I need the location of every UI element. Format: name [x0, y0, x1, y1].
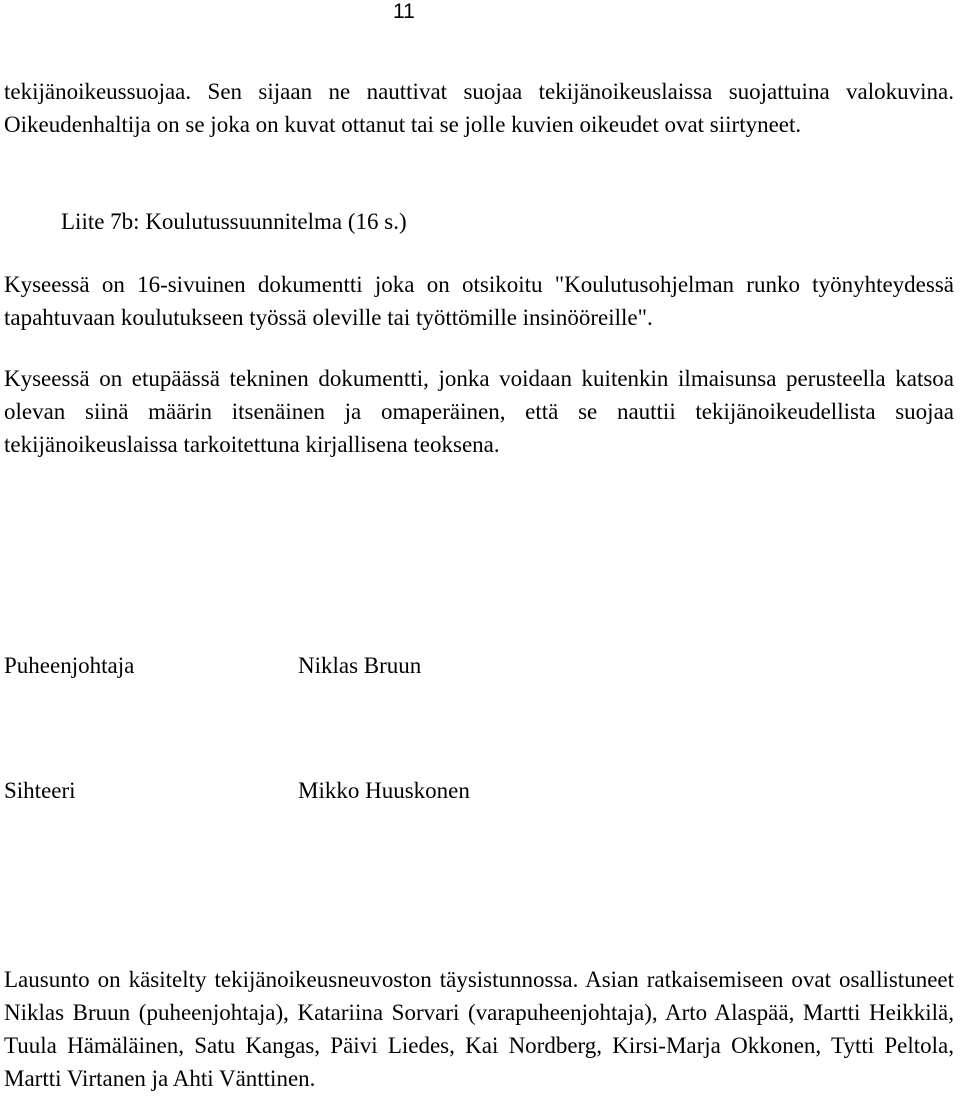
paragraph-participants: Lausunto on käsitelty tekijänoikeusneuvoston täysistunnossa. Asian ratkaisemiseen ovat osallistuneet Niklas Bruun (puheenjohtaja), Katariina Sorvari (varapuheenjohtaja), Arto Alaspää, Martti Heikkilä, Tuula Hämäläinen, Satu Kangas, Päivi Liedes, Kai Nordberg, Kirsi-Marja Okkonen, Tytti Peltola, Martti Virtanen ja Ahti Vänttinen.: [4, 967, 954, 1091]
secretary-name: Mikko Huuskonen: [298, 778, 470, 803]
paragraph-valokuvat: tekijänoikeussuojaa. Sen sijaan ne nauttivat suojaa tekijänoikeuslaissa suojattuina valokuvina. Oikeudenhaltija on se joka on kuvat ottanut tai se jolle kuvien oikeudet ovat siirtyneet.: [4, 79, 954, 137]
paragraph-document-description: Kyseessä on 16-sivuinen dokumentti joka on otsikoitu "Koulutusohjelman runko työnyhteydessä tapahtuvaan koulutukseen työssä oleville tai työttömille insinööreille".: [4, 272, 954, 330]
secretary-label: Sihteeri: [4, 778, 76, 803]
chair-name: Niklas Bruun: [298, 653, 422, 678]
page-number: 11: [393, 0, 415, 23]
paragraph-assessment: Kyseessä on etupäässä tekninen dokumentti, jonka voidaan kuitenkin ilmaisunsa perusteella katsoa olevan siinä määrin itsenäinen ja omaperäinen, että se nauttii tekijänoikeudellista suojaa tekijänoikeuslaissa tarkoitettuna kirjallisena teoksena.: [4, 366, 954, 457]
chair-label: Puheenjohtaja: [4, 653, 135, 678]
attachment-heading: Liite 7b: Koulutussuunnitelma (16 s.): [61, 209, 407, 234]
